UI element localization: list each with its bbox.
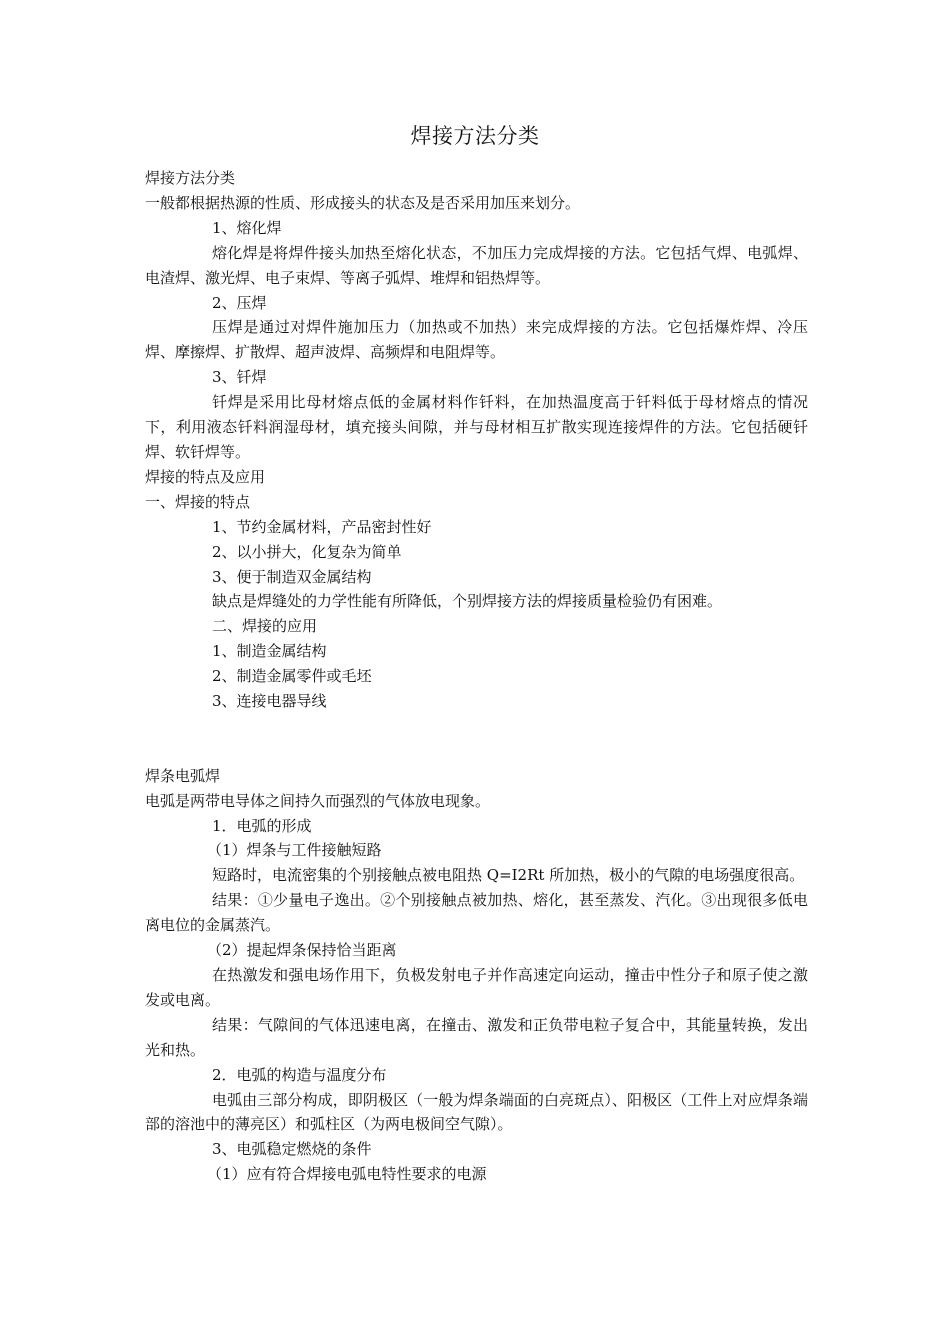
paragraph: 在热激发和强电场作用下，负极发射电子并作高速定向运动，撞击中性分子和原子使之激发或电离。 [145,965,808,1009]
paragraph: 1、节约金属材料，产品密封性好 [212,517,432,536]
paragraph: 二、焊接的应用 [212,617,318,636]
paragraph: 结果：气隙间的气体迅速电离，在撞击、激发和正负带电粒子复合中，其能量转换，发出光和热。 [145,1015,808,1059]
paragraph: 焊接的特点及应用 [145,467,266,486]
paragraph: 电弧是两带电导体之间持久而强烈的气体放电现象。 [145,791,491,810]
paragraph: 2、以小拼大，化复杂为简单 [212,542,402,561]
paragraph: 2、压焊 [212,293,267,312]
paragraph: 焊条电弧焊 [145,766,221,785]
paragraph: 3、钎焊 [212,368,267,387]
paragraph: 缺点是焊缝处的力学性能有所降低，个别焊接方法的焊接质量检验仍有困难。 [212,592,723,611]
paragraph: 3、电弧稳定燃烧的条件 [212,1140,372,1159]
paragraph: 钎焊是采用比母材熔点低的金属材料作钎料，在加热温度高于钎料低于母材熔点的情况下，利用液态钎料润湿母材，填充接头间隙，并与母材相互扩散实现连接焊件的方法。它包括硬钎焊、软钎焊等。 [145,393,808,461]
paragraph: 1、制造金属结构 [212,642,327,661]
paragraph: 压焊是通过对焊件施加压力（加热或不加热）来完成焊接的方法。它包括爆炸焊、冷压焊、摩擦焊、扩散焊、超声波焊、高频焊和电阻焊等。 [145,318,808,362]
paragraph: （1）焊条与工件接触短路 [207,841,382,860]
paragraph: 电弧由三部分构成，即阴极区（一般为焊条端面的白亮斑点）、阳极区（工件上对应焊条端部的溶池中的薄亮区）和弧柱区（为两电极间空气隙）。 [145,1090,808,1134]
paragraph: （2）提起焊条保持恰当距离 [207,941,397,960]
document-body [145,166,808,1187]
paragraph: 焊接方法分类 [145,169,236,187]
paragraph: 一、焊接的特点 [145,492,251,511]
paragraph: 一般都根据热源的性质、形成接头的状态及是否采用加压来划分。 [145,193,581,212]
paragraph: （1）应有符合焊接电弧电特性要求的电源 [207,1165,487,1184]
paragraph: 2、制造金属零件或毛坯 [212,667,372,686]
paragraph: 结果：①少量电子逸出。②个别接触点被加热、熔化，甚至蒸发、汽化。③出现很多低电离电位的金属蒸汽。 [145,891,808,935]
paragraph: 2．电弧的构造与温度分布 [212,1065,387,1084]
document-title: 焊接方法分类 [410,124,540,148]
paragraph: 3、连接电器导线 [212,692,327,711]
paragraph: 短路时，电流密集的个别接触点被电阻热 Q=I2Rt 所加热，极小的气隙的电场强度很高。 [212,866,805,885]
paragraph-spacer [145,714,808,764]
paragraph: 熔化焊是将焊件接头加热至熔化状态，不加压力完成焊接的方法。它包括气焊、电弧焊、电渣焊、激光焊、电子束焊、等离子弧焊、堆焊和铝热焊等。 [145,243,808,287]
paragraph: 1、熔化焊 [212,218,282,237]
paragraph: 1．电弧的形成 [212,816,312,835]
paragraph: 3、便于制造双金属结构 [212,567,372,586]
